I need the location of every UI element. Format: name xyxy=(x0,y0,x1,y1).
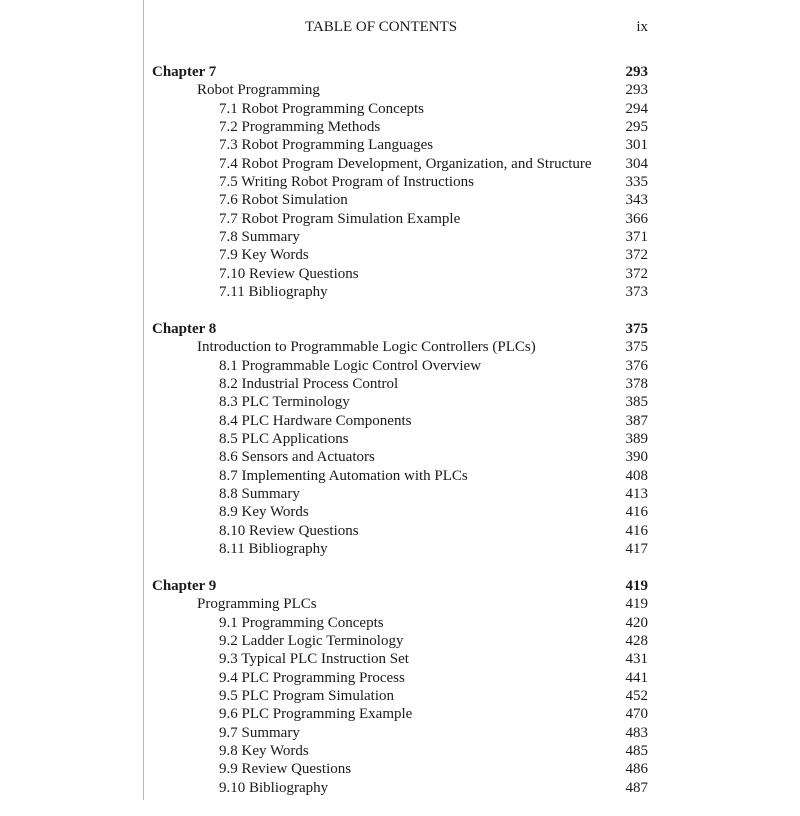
toc-section-entry-page-number: 389 xyxy=(625,431,648,448)
toc-section-entry-page-number: 431 xyxy=(625,651,648,668)
toc-section-entry[interactable] xyxy=(152,448,648,466)
toc-section-entry-title: 8.10 Review Questions xyxy=(219,522,359,539)
toc-section-entry[interactable] xyxy=(152,760,648,778)
toc-section-entry-page-number: 372 xyxy=(625,265,648,282)
toc-section-entry-title: 7.8 Summary xyxy=(219,229,300,246)
toc-section-entry-title: 8.4 PLC Hardware Components xyxy=(219,412,412,429)
toc-section-entry-title: 9.6 PLC Programming Example xyxy=(219,706,413,723)
toc-section-entry-title: 7.10 Review Questions xyxy=(219,265,359,282)
toc-section-entry[interactable] xyxy=(152,503,648,521)
toc-section-entry-page-number: 295 xyxy=(625,119,648,136)
toc-section-entry-title: 8.8 Summary xyxy=(219,486,300,503)
toc-section-entry[interactable] xyxy=(152,724,648,742)
chapter-heading-page-number: 419 xyxy=(625,577,648,594)
chapter-subtitle[interactable] xyxy=(152,595,648,613)
toc-section-entry-title: 7.6 Robot Simulation xyxy=(219,192,348,209)
chapter-subtitle-title: Introduction to Programmable Logic Controllers (PLCs) xyxy=(197,339,536,356)
chapter-subtitle[interactable] xyxy=(152,81,648,99)
toc-section-entry-title: 8.7 Implementing Automation with PLCs xyxy=(219,467,468,484)
toc-section-entry-title: 9.3 Typical PLC Instruction Set xyxy=(219,651,409,668)
table-of-contents xyxy=(152,63,648,816)
toc-section-entry-page-number: 416 xyxy=(625,504,648,521)
toc-section-entry-page-number: 373 xyxy=(625,284,648,301)
toc-section-entry[interactable] xyxy=(152,246,648,264)
toc-section-entry-page-number: 385 xyxy=(625,394,648,411)
toc-section-entry[interactable] xyxy=(152,669,648,687)
toc-section-entry-page-number: 428 xyxy=(625,632,648,649)
toc-section-entry[interactable] xyxy=(152,632,648,650)
toc-section-entry-page-number: 366 xyxy=(625,210,648,227)
toc-section-entry[interactable] xyxy=(152,283,648,301)
toc-section-entry-page-number: 376 xyxy=(625,357,648,374)
toc-section-entry[interactable] xyxy=(152,485,648,503)
toc-section-entry-title: 7.3 Robot Programming Languages xyxy=(219,137,434,154)
toc-section-entry[interactable] xyxy=(152,155,648,173)
chapter-subtitle-title: Programming PLCs xyxy=(197,596,317,613)
toc-section-entry-title: 9.9 Review Questions xyxy=(219,761,352,778)
chapter-subtitle-page-number: 419 xyxy=(625,596,648,613)
toc-section-entry[interactable] xyxy=(152,522,648,540)
toc-section-entry-page-number: 408 xyxy=(625,467,648,484)
chapter-heading-title: Chapter 9 xyxy=(152,577,217,594)
toc-section-entry[interactable] xyxy=(152,687,648,705)
toc-section-entry-page-number: 390 xyxy=(625,449,648,466)
toc-section-entry[interactable] xyxy=(152,118,648,136)
toc-section-entry[interactable] xyxy=(152,650,648,668)
chapter-heading-title: Chapter 8 xyxy=(152,320,217,337)
toc-section-entry-title: 8.1 Programmable Logic Control Overview xyxy=(219,357,482,374)
toc-section-entry-page-number: 378 xyxy=(625,376,648,392)
toc-section-entry-title: 8.6 Sensors and Actuators xyxy=(219,449,375,466)
running-head-title: TABLE OF CONTENTS xyxy=(305,19,458,35)
toc-section-entry-title: 9.2 Ladder Logic Terminology xyxy=(219,632,404,649)
toc-section-entry-page-number: 294 xyxy=(625,100,648,117)
toc-section-entry-title: 7.2 Programming Methods xyxy=(219,119,381,136)
toc-section-entry-title: 7.5 Writing Robot Program of Instructions xyxy=(219,174,474,191)
toc-section-entry-title: 8.3 PLC Terminology xyxy=(219,394,350,411)
toc-section-entry-page-number: 387 xyxy=(625,412,648,429)
toc-section-entry-title: 9.5 PLC Program Simulation xyxy=(219,688,395,704)
toc-section-entry[interactable] xyxy=(152,705,648,723)
toc-section-entry-page-number: 470 xyxy=(625,706,648,723)
toc-section-entry[interactable] xyxy=(152,136,648,154)
chapter-subtitle-page-number: 293 xyxy=(625,82,648,99)
toc-section-entry-page-number: 343 xyxy=(625,192,648,209)
toc-section-entry-page-number: 486 xyxy=(625,761,648,778)
toc-section-entry-title: 7.11 Bibliography xyxy=(219,284,328,301)
toc-section-entry-page-number: 416 xyxy=(625,522,648,539)
toc-section-entry-page-number: 417 xyxy=(625,541,648,558)
toc-section-entry-page-number: 371 xyxy=(625,229,648,246)
toc-section-entry-title: 7.4 Robot Program Development, Organization, and Structure xyxy=(219,155,592,172)
toc-section-entry[interactable] xyxy=(152,412,648,430)
toc-section-entry-page-number: 304 xyxy=(625,155,648,172)
toc-section-entry-page-number: 413 xyxy=(625,486,648,503)
chapter-block xyxy=(152,577,648,797)
toc-section-entry[interactable] xyxy=(152,265,648,283)
toc-section-entry-title: 8.11 Bibliography xyxy=(219,541,328,558)
toc-section-entry[interactable] xyxy=(152,191,648,209)
toc-section-entry-title: 9.7 Summary xyxy=(219,724,300,741)
chapter-subtitle[interactable] xyxy=(152,338,648,356)
toc-section-entry-page-number: 301 xyxy=(625,137,648,154)
toc-section-entry[interactable] xyxy=(152,467,648,485)
running-head xyxy=(152,19,648,39)
toc-section-entry-page-number: 487 xyxy=(625,779,648,796)
toc-section-entry-title: 8.5 PLC Applications xyxy=(219,431,349,448)
toc-section-entry-page-number: 420 xyxy=(625,614,648,631)
chapter-block xyxy=(152,63,648,301)
toc-section-entry-page-number: 483 xyxy=(625,724,648,741)
toc-section-entry[interactable] xyxy=(152,173,648,191)
toc-section-entry[interactable] xyxy=(152,393,648,411)
toc-section-entry[interactable] xyxy=(152,430,648,448)
toc-section-entry-page-number: 335 xyxy=(625,174,648,191)
chapter-heading[interactable] xyxy=(152,320,648,338)
toc-section-entry[interactable] xyxy=(152,742,648,760)
page-number-folio: ix xyxy=(636,19,648,35)
chapter-heading[interactable] xyxy=(152,577,648,595)
toc-section-entry[interactable] xyxy=(152,779,648,797)
toc-section-entry[interactable] xyxy=(152,540,648,558)
chapter-subtitle-page-number: 375 xyxy=(625,339,648,356)
chapter-heading[interactable] xyxy=(152,63,648,81)
chapter-heading-title: Chapter 7 xyxy=(152,64,217,80)
toc-section-entry[interactable] xyxy=(152,357,648,375)
toc-section-entry[interactable] xyxy=(152,375,648,393)
page-gutter-line xyxy=(143,0,144,800)
toc-section-entry-page-number: 441 xyxy=(625,669,648,686)
toc-section-entry-title: 7.9 Key Words xyxy=(219,247,309,264)
toc-section-entry-page-number: 485 xyxy=(625,743,648,760)
toc-section-entry-title: 9.1 Programming Concepts xyxy=(219,614,384,631)
toc-section-entry-title: 8.9 Key Words xyxy=(219,504,309,521)
toc-section-entry[interactable] xyxy=(152,614,648,632)
toc-section-entry-title: 8.2 Industrial Process Control xyxy=(219,376,399,392)
toc-section-entry-title: 7.1 Robot Programming Concepts xyxy=(219,100,424,117)
chapter-heading-page-number: 293 xyxy=(625,64,648,80)
toc-section-entry-title: 9.10 Bibliography xyxy=(219,779,329,796)
toc-section-entry[interactable] xyxy=(152,228,648,246)
chapter-subtitle-title: Robot Programming xyxy=(197,82,320,99)
toc-section-entry-page-number: 452 xyxy=(625,688,648,704)
toc-section-entry[interactable] xyxy=(152,210,648,228)
toc-section-entry[interactable] xyxy=(152,100,648,118)
toc-section-entry-page-number: 372 xyxy=(625,247,648,264)
chapter-block xyxy=(152,320,648,558)
toc-section-entry-title: 9.4 PLC Programming Process xyxy=(219,669,405,686)
toc-section-entry-title: 9.8 Key Words xyxy=(219,743,309,760)
toc-section-entry-title: 7.7 Robot Program Simulation Example xyxy=(219,210,461,227)
chapter-heading-page-number: 375 xyxy=(625,320,648,337)
